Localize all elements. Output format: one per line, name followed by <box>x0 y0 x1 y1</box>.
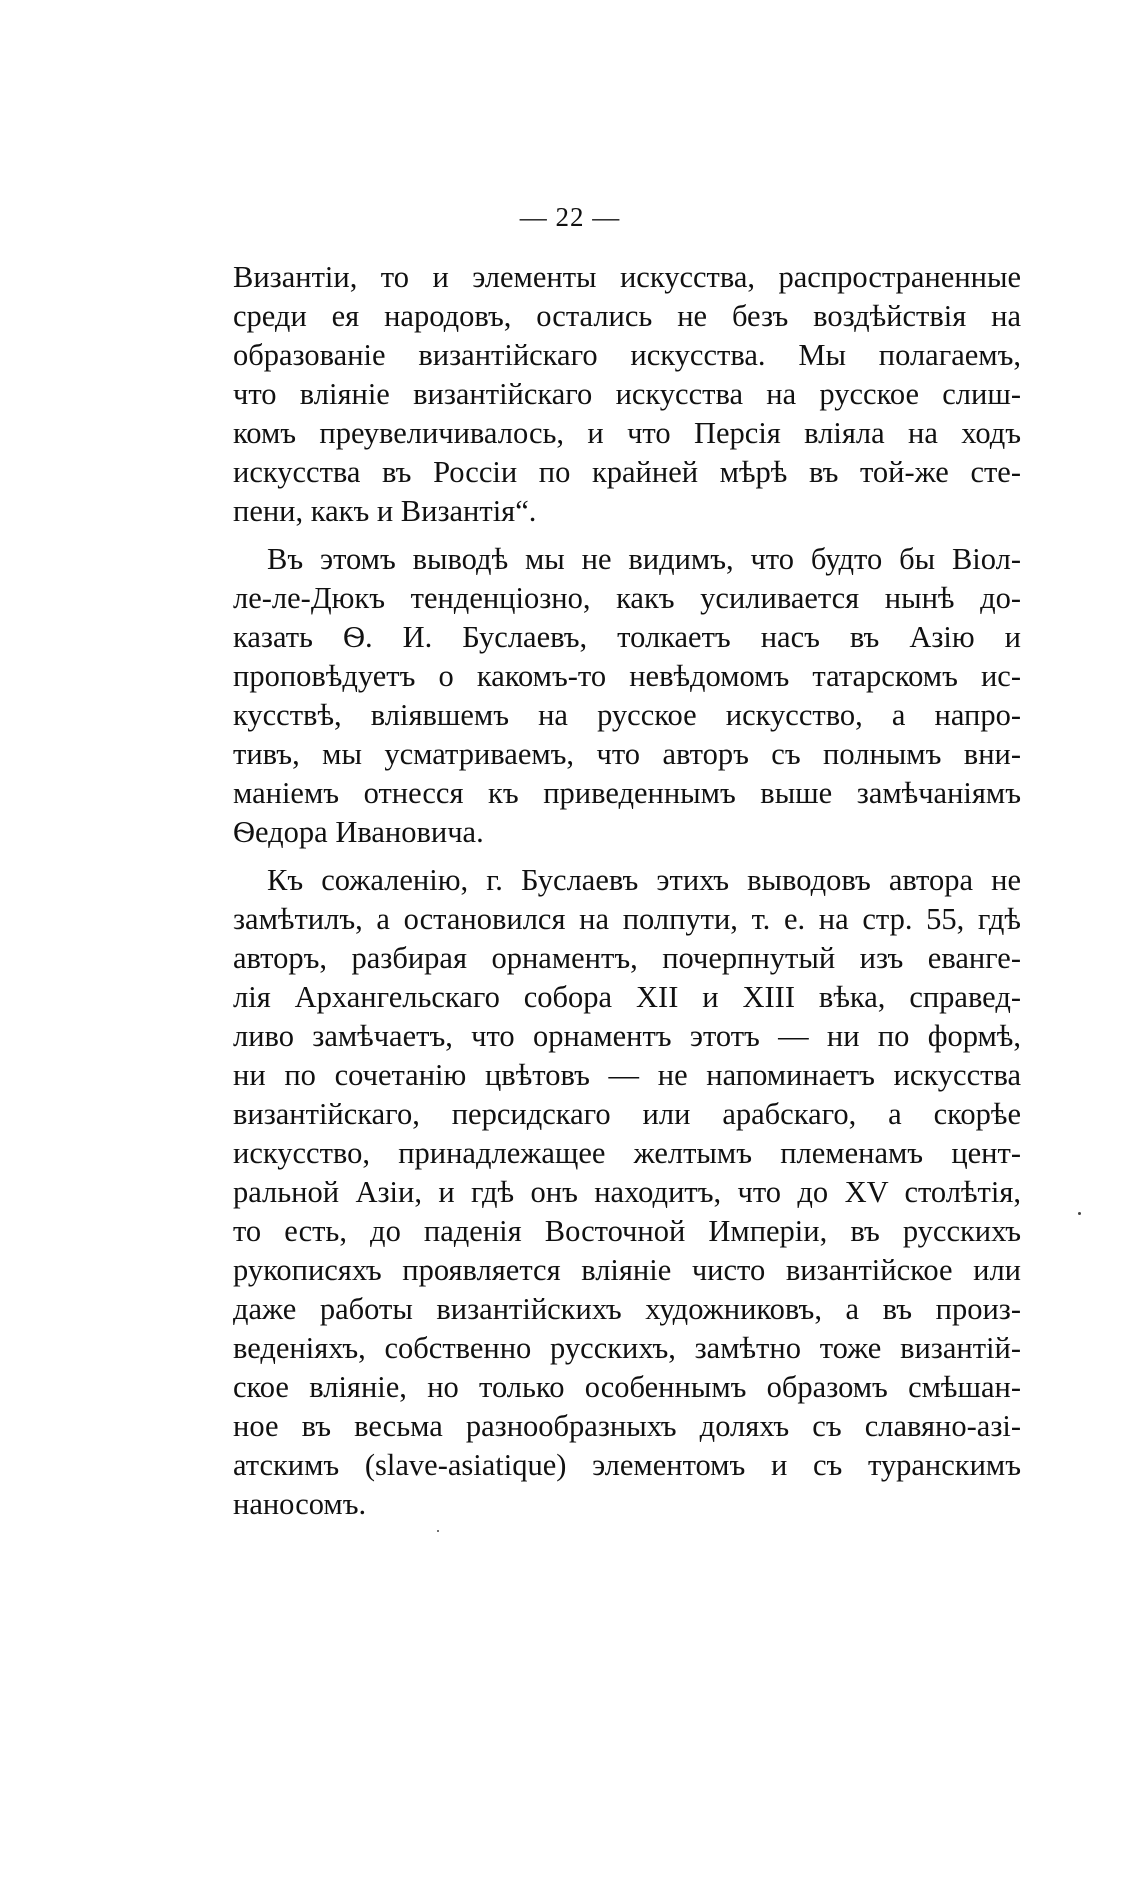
text-line: комъ преувеличивалось, и что Персiя влiяла на ходъ <box>233 416 1021 450</box>
text-line: то есть, до паденiя Восточной Имперiи, въ русскихъ <box>233 1214 1021 1248</box>
text-line: атскимъ (slave-asiatique) элементомъ и съ туранскимъ <box>233 1448 1021 1482</box>
text-line: искусства въ Россiи по крайней мѣрѣ въ той-же сте- <box>233 455 1021 489</box>
text-line: ральной Азiи, и гдѣ онъ находитъ, что до XV столѣтiя, <box>233 1175 1021 1209</box>
text-line: ное въ весьма разнообразныхъ доляхъ съ славяно-азi- <box>233 1409 1021 1443</box>
text-line: замѣтилъ, а остановился на полпути, т. е. на стр. 55, гдѣ <box>233 902 1021 936</box>
paper-speck <box>437 1530 439 1532</box>
text-line: ливо замѣчаетъ, что орнаментъ этотъ — ни по формѣ, <box>233 1019 1021 1053</box>
text-line: Византiи, то и элементы искусства, распространенные <box>233 260 1021 294</box>
text-line: Ѳедора Ивановича. <box>233 815 484 849</box>
text-line: даже работы византiйскихъ художниковъ, а въ произ- <box>233 1292 1021 1326</box>
text-line: что влiянiе византiйскаго искусства на русское слиш- <box>233 377 1021 411</box>
paragraph-2 <box>233 540 1021 852</box>
text-line: авторъ, разбирая орнаментъ, почерпнутый изъ еванге- <box>233 941 1021 975</box>
text-line: проповѣдуетъ о какомъ-то невѣдомомъ татарскомъ ис- <box>233 659 1021 693</box>
text-line: рукописяхъ проявляется влiянiе чисто византiйское или <box>233 1253 1021 1287</box>
text-line: ское влiянiе, но только особеннымъ образомъ смѣшан- <box>233 1370 1021 1404</box>
text-line: веденiяхъ, собственно русскихъ, замѣтно тоже византiй- <box>233 1331 1021 1365</box>
text-line: манiемъ отнесся къ приведеннымъ выше замѣчанiямъ <box>233 776 1021 810</box>
text-line: византiйскаго, персидскаго или арабскаго, а скорѣе <box>233 1097 1021 1131</box>
text-line: ни по сочетанiю цвѣтовъ — не напоминаетъ искусства <box>233 1058 1021 1092</box>
text-line: Въ этомъ выводѣ мы не видимъ, что будто бы Вiол- <box>267 542 1021 576</box>
paragraph-1 <box>233 258 1021 531</box>
text-line: искусство, принадлежащее желтымъ племенамъ цент- <box>233 1136 1021 1170</box>
text-line: пени, какъ и Византiя“. <box>233 494 537 528</box>
paragraph-3 <box>233 861 1021 1524</box>
text-line: казать Ѳ. И. Буслаевъ, толкаетъ насъ въ Азiю и <box>233 620 1021 654</box>
body-text <box>233 258 1021 1524</box>
text-line: кусствѣ, влiявшемъ на русское искусство, а напро- <box>233 698 1021 732</box>
text-line: ле-ле-Дюкъ тенденцiозно, какъ усиливается нынѣ до- <box>233 581 1021 615</box>
page-number: — 22 — <box>519 202 621 232</box>
text-line: тивъ, мы усматриваемъ, что авторъ съ полнымъ вни- <box>233 737 1021 771</box>
text-line: наносомъ. <box>233 1487 367 1521</box>
text-line: среди ея народовъ, остались не безъ воздѣйствiя на <box>233 299 1021 333</box>
paper-speck <box>1078 1212 1081 1215</box>
text-line: образованiе византiйскаго искусства. Мы полагаемъ, <box>233 338 1021 372</box>
text-line: лiя Архангельскаго собора XII и XIII вѣка, справед- <box>233 980 1021 1014</box>
text-line: Къ сожаленiю, г. Буслаевъ этихъ выводовъ автора не <box>267 863 1021 897</box>
